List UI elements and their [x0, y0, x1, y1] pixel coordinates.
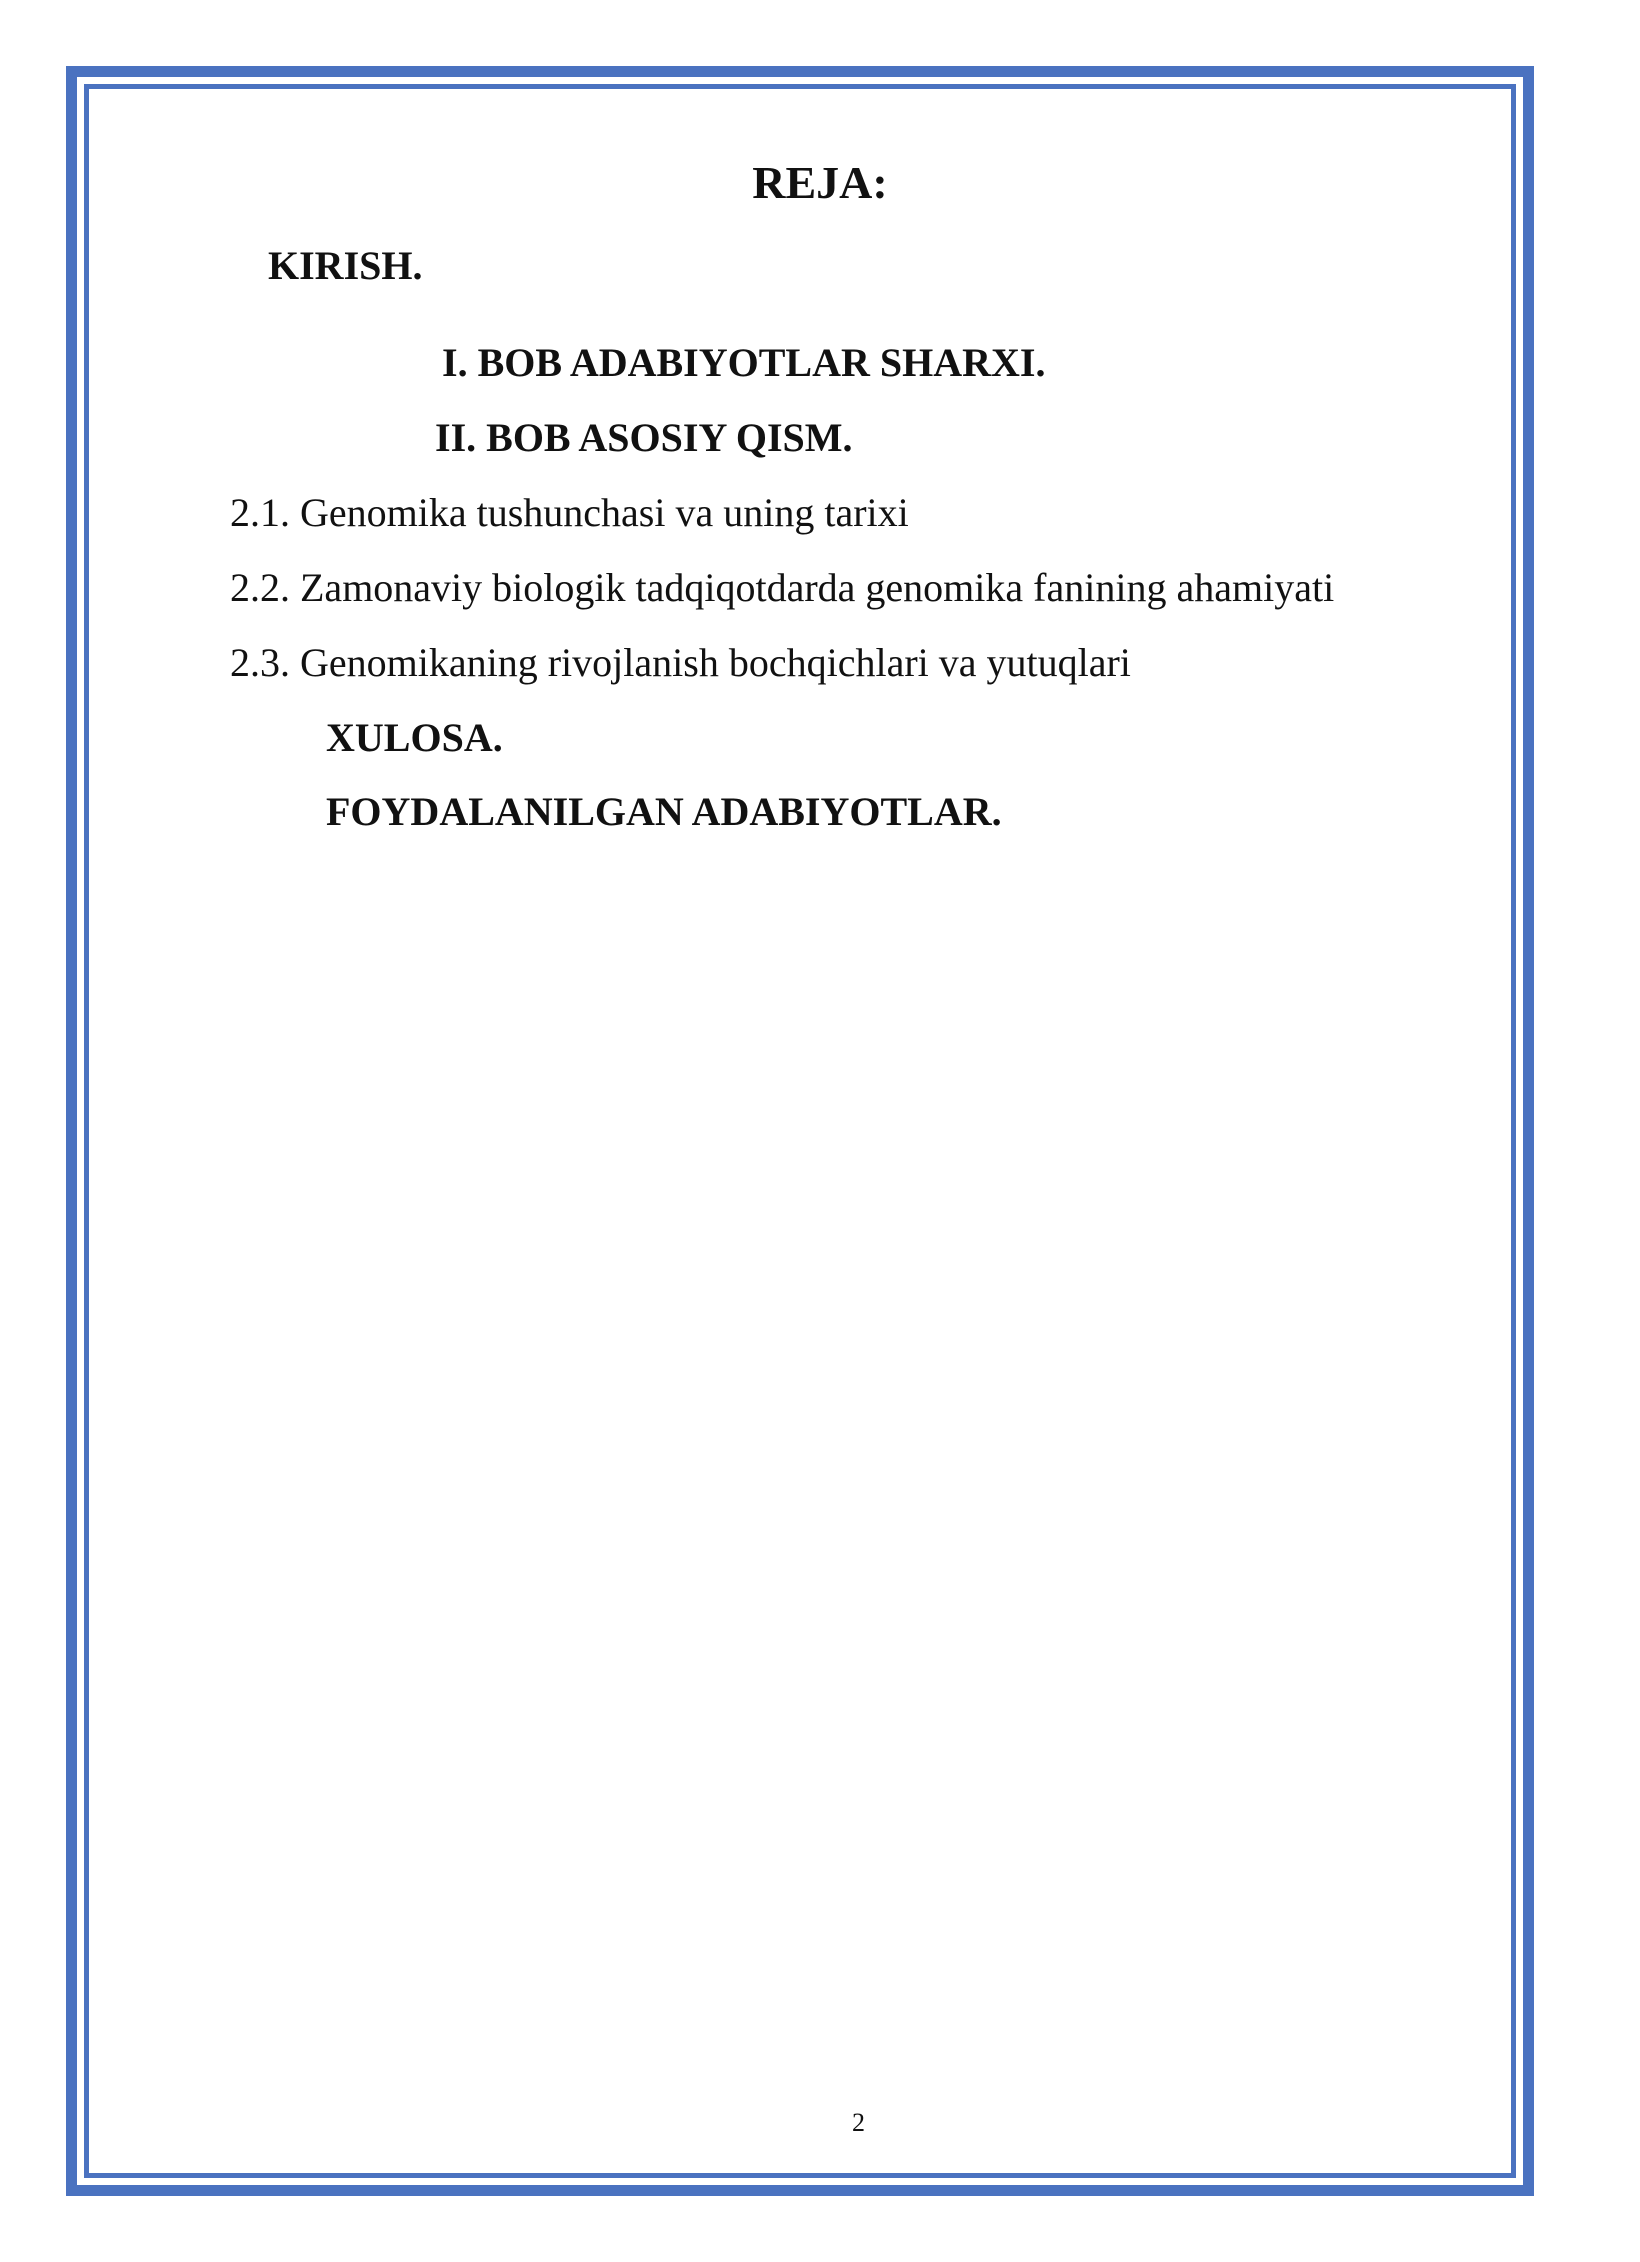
toc-item-section-2-1: 2.1. Genomika tushunchasi va uning tarixi	[230, 490, 909, 535]
page-number: 2	[852, 2108, 865, 2137]
toc-item-chapter-2: II. BOB ASOSIY QISM.	[435, 415, 853, 460]
page-border-inner	[84, 84, 1516, 2178]
document-title: REJA:	[752, 157, 888, 208]
toc-item-section-2-2: 2.2. Zamonaviy biologik tadqiqotdarda genomika fanining ahamiyati	[230, 565, 1335, 610]
toc-item-conclusion: XULOSA.	[326, 715, 503, 760]
toc-item-intro: KIRISH.	[268, 243, 423, 288]
toc-item-chapter-1: I. BOB ADABIYOTLAR SHARXI.	[442, 340, 1046, 385]
toc-item-references: FOYDALANILGAN ADABIYOTLAR.	[326, 789, 1002, 834]
toc-item-section-2-3: 2.3. Genomikaning rivojlanish bochqichlari va yutuqlari	[230, 640, 1131, 685]
